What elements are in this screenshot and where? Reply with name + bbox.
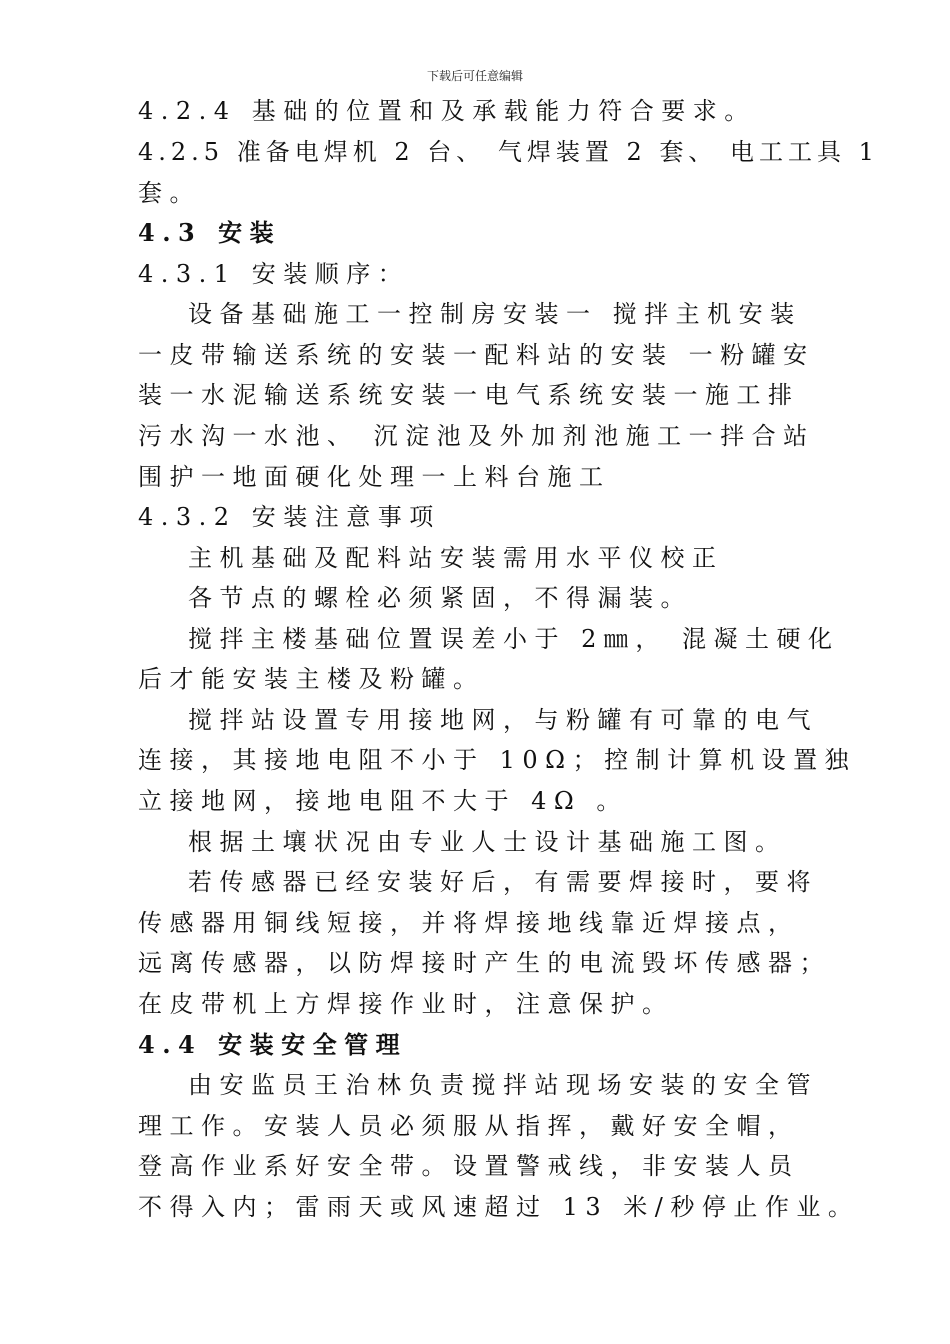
subsection-heading: 4.3.1 安装顺序：	[138, 260, 410, 288]
text-line: 立接地网，接地电阻不大于 4Ω 。	[138, 787, 628, 815]
text-line: 理工作。安装人员必须服从指挥，戴好安全帽，	[138, 1112, 800, 1140]
text-line: 若传感器已经安装好后，有需要焊接时，要将	[188, 868, 818, 896]
text-line: 套。	[138, 179, 201, 207]
text-line: 远离传感器，以防焊接时产生的电流毁坏传感器；	[138, 949, 831, 977]
text-line: 传感器用铜线短接，并将焊接地线靠近焊接点，	[138, 909, 800, 937]
text-line: 由安监员王治林负责搅拌站现场安装的安全管	[188, 1071, 818, 1099]
text-line: 在皮带机上方焊接作业时，注意保护。	[138, 990, 674, 1018]
page-header: 下载后可任意编辑	[426, 69, 523, 83]
text-line: 设备基础施工一控制房安装一 搅拌主机安装	[188, 300, 802, 328]
text-line: 围护一地面硬化处理一上料台施工	[138, 463, 611, 491]
text-line: 后才能安装主楼及粉罐。	[138, 665, 485, 693]
text-line: 装一水泥输送系统安装一电气系统安装一施工排	[138, 381, 800, 409]
text-line: 根据土壤状况由专业人士设计基础施工图。	[188, 828, 787, 856]
text-line: 登高作业系好安全带。设置警戒线，非安装人员	[138, 1152, 800, 1180]
text-line: 搅拌站设置专用接地网，与粉罐有可靠的电气	[188, 706, 818, 734]
text-line: 4.2.4 基础的位置和及承载能力符合要求。	[138, 97, 756, 125]
text-line: 搅拌主楼基础位置误差小于 2㎜， 混凝土硬化	[188, 625, 840, 653]
section-heading: 4.3 安装	[138, 218, 282, 247]
text-line: 一皮带输送系统的安装一配料站的安装 一粉罐安	[138, 341, 815, 369]
text-line: 污水沟一水池、 沉淀池及外加剂池施工一拌合站	[138, 422, 815, 450]
section-heading: 4.4 安装安全管理	[138, 1030, 408, 1059]
text-line: 不得入内；雷雨天或风速超过 13 米/秒停止作业。	[138, 1193, 860, 1221]
subsection-heading: 4.3.2 安装注意事项	[138, 503, 441, 531]
text-line: 连接，其接地电阻不小于 10Ω；控制计算机设置独	[138, 746, 857, 774]
text-line: 各节点的螺栓必须紧固，不得漏装。	[188, 584, 692, 612]
text-line: 4.2.5 准备电焊机 2 台、 气焊装置 2 套、 电工工具 1	[138, 138, 879, 166]
text-line: 主机基础及配料站安装需用水平仪校正	[188, 544, 724, 572]
